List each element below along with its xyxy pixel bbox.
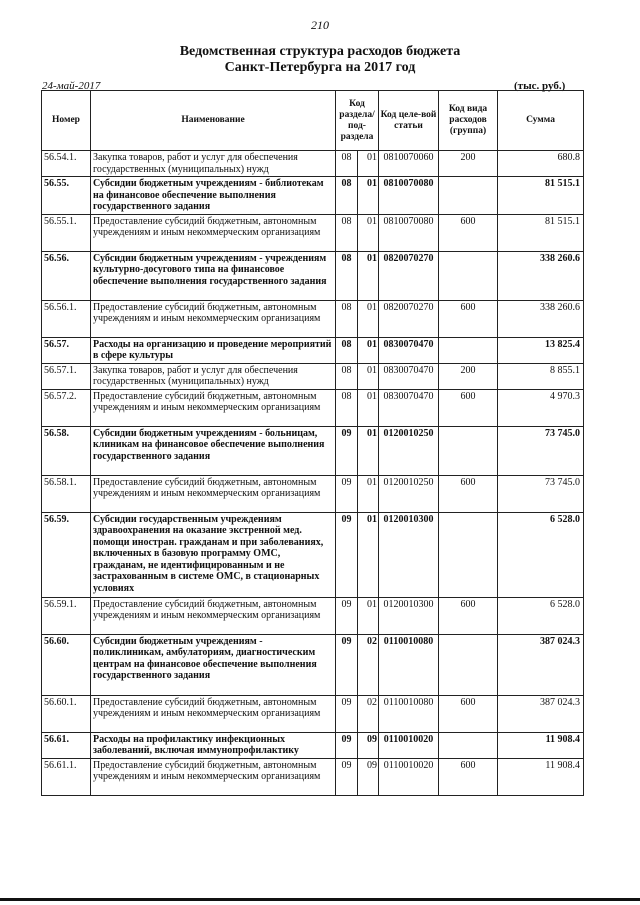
row-name: Предоставление субсидий бюджетным, автономным учреждениям и иным некоммерческим организациям bbox=[91, 389, 336, 426]
row-name: Субсидии бюджетным учреждениям - учреждениям культурно-досугового типа на финансовое обеспечение выполнения государственного задания bbox=[91, 251, 336, 300]
row-section: 09 bbox=[336, 512, 358, 597]
title-line-2: Санкт-Петербурга на 2017 год bbox=[224, 60, 416, 75]
table-row bbox=[42, 300, 584, 337]
row-subsection: 02 bbox=[358, 695, 379, 732]
row-expense-type bbox=[439, 251, 498, 300]
row-name: Закупка товаров, работ и услуг для обеспечения государственных (муниципальных) нужд bbox=[91, 151, 336, 177]
row-number: 56.59. bbox=[42, 512, 91, 597]
row-subsection: 01 bbox=[358, 251, 379, 300]
row-section: 08 bbox=[336, 251, 358, 300]
row-expense-type: 600 bbox=[439, 475, 498, 512]
row-section: 09 bbox=[336, 634, 358, 695]
row-expense-type: 600 bbox=[439, 695, 498, 732]
row-section: 09 bbox=[336, 732, 358, 758]
row-target-code: 0830070470 bbox=[379, 389, 439, 426]
row-subsection: 01 bbox=[358, 300, 379, 337]
row-number: 56.61.1. bbox=[42, 758, 91, 795]
row-expense-type: 200 bbox=[439, 151, 498, 177]
row-sum: 73 745.0 bbox=[498, 475, 584, 512]
budget-table bbox=[41, 90, 584, 796]
row-name: Субсидии бюджетным учреждениям - больницам, клиникам на финансовое обеспечение выполнения государственного задания bbox=[91, 426, 336, 475]
row-number: 56.60.1. bbox=[42, 695, 91, 732]
row-number: 56.57.1. bbox=[42, 363, 91, 389]
row-expense-type bbox=[439, 512, 498, 597]
row-target-code: 0810070080 bbox=[379, 214, 439, 251]
row-expense-type bbox=[439, 426, 498, 475]
row-number: 56.61. bbox=[42, 732, 91, 758]
row-number: 56.58. bbox=[42, 426, 91, 475]
row-expense-type: 200 bbox=[439, 363, 498, 389]
table-row bbox=[42, 389, 584, 426]
row-sum: 11 908.4 bbox=[498, 732, 584, 758]
table-row bbox=[42, 363, 584, 389]
table-row bbox=[42, 634, 584, 695]
row-number: 56.55.1. bbox=[42, 214, 91, 251]
row-section: 09 bbox=[336, 597, 358, 634]
table-row bbox=[42, 732, 584, 758]
row-expense-type bbox=[439, 634, 498, 695]
row-target-code: 0810070060 bbox=[379, 151, 439, 177]
header-expense-type: Код вида расходов (группа) bbox=[439, 91, 498, 151]
row-subsection: 01 bbox=[358, 214, 379, 251]
row-number: 56.57.2. bbox=[42, 389, 91, 426]
row-section: 08 bbox=[336, 300, 358, 337]
row-section: 08 bbox=[336, 389, 358, 426]
row-number: 56.54.1. bbox=[42, 151, 91, 177]
row-target-code: 0110010080 bbox=[379, 695, 439, 732]
page-number: 210 bbox=[311, 18, 329, 32]
row-target-code: 0830070470 bbox=[379, 337, 439, 363]
table-row bbox=[42, 597, 584, 634]
row-target-code: 0820070270 bbox=[379, 251, 439, 300]
row-number: 56.60. bbox=[42, 634, 91, 695]
row-name: Субсидии бюджетным учреждениям - библиотекам на финансовое обеспечение выполнения государственного задания bbox=[91, 177, 336, 215]
row-name: Предоставление субсидий бюджетным, автономным учреждениям и иным некоммерческим организациям bbox=[91, 758, 336, 795]
table-row bbox=[42, 151, 584, 177]
row-target-code: 0110010080 bbox=[379, 634, 439, 695]
row-subsection: 01 bbox=[358, 426, 379, 475]
header-name: Наименование bbox=[91, 91, 336, 151]
row-subsection: 01 bbox=[358, 151, 379, 177]
row-section: 09 bbox=[336, 758, 358, 795]
row-number: 56.56.1. bbox=[42, 300, 91, 337]
row-sum: 338 260.6 bbox=[498, 300, 584, 337]
row-name: Расходы на организацию и проведение мероприятий в сфере культуры bbox=[91, 337, 336, 363]
row-section: 09 bbox=[336, 475, 358, 512]
row-expense-type: 600 bbox=[439, 300, 498, 337]
row-sum: 387 024.3 bbox=[498, 634, 584, 695]
table-row bbox=[42, 512, 584, 597]
row-subsection: 01 bbox=[358, 512, 379, 597]
header-target: Код целе-вой статьи bbox=[379, 91, 439, 151]
row-name: Предоставление субсидий бюджетным, автономным учреждениям и иным некоммерческим организациям bbox=[91, 475, 336, 512]
row-sum: 338 260.6 bbox=[498, 251, 584, 300]
units-label: (тыс. руб.) bbox=[514, 80, 566, 92]
row-sum: 4 970.3 bbox=[498, 389, 584, 426]
row-name: Субсидии бюджетным учреждениям - поликлиникам, амбулаториям, диагностическим центрам на финансовое обеспечение выполнения государственного задания bbox=[91, 634, 336, 695]
row-target-code: 0120010250 bbox=[379, 475, 439, 512]
row-sum: 81 515.1 bbox=[498, 214, 584, 251]
row-section: 08 bbox=[336, 363, 358, 389]
row-subsection: 01 bbox=[358, 337, 379, 363]
row-subsection: 01 bbox=[358, 597, 379, 634]
row-expense-type: 600 bbox=[439, 758, 498, 795]
row-target-code: 0110010020 bbox=[379, 758, 439, 795]
row-sum: 11 908.4 bbox=[498, 758, 584, 795]
row-name: Предоставление субсидий бюджетным, автономным учреждениям и иным некоммерческим организациям bbox=[91, 214, 336, 251]
row-expense-type: 600 bbox=[439, 389, 498, 426]
row-target-code: 0120010300 bbox=[379, 512, 439, 597]
row-sum: 6 528.0 bbox=[498, 512, 584, 597]
row-target-code: 0110010020 bbox=[379, 732, 439, 758]
row-expense-type: 600 bbox=[439, 214, 498, 251]
table-row bbox=[42, 758, 584, 795]
header-number: Номер bbox=[42, 91, 91, 151]
header-section: Код раздела/ под-раздела bbox=[336, 91, 379, 151]
row-sum: 680.8 bbox=[498, 151, 584, 177]
table-row bbox=[42, 251, 584, 300]
table-row bbox=[42, 475, 584, 512]
row-expense-type: 600 bbox=[439, 597, 498, 634]
row-sum: 13 825.4 bbox=[498, 337, 584, 363]
row-sum: 73 745.0 bbox=[498, 426, 584, 475]
row-number: 56.55. bbox=[42, 177, 91, 215]
header-sum: Сумма bbox=[498, 91, 584, 151]
row-subsection: 02 bbox=[358, 634, 379, 695]
row-name: Предоставление субсидий бюджетным, автономным учреждениям и иным некоммерческим организациям bbox=[91, 695, 336, 732]
table-body bbox=[42, 151, 584, 796]
row-number: 56.59.1. bbox=[42, 597, 91, 634]
row-section: 08 bbox=[336, 214, 358, 251]
row-subsection: 01 bbox=[358, 177, 379, 215]
row-name: Расходы на профилактику инфекционных заболеваний, включая иммунопрофилактику bbox=[91, 732, 336, 758]
row-target-code: 0830070470 bbox=[379, 363, 439, 389]
row-name: Предоставление субсидий бюджетным, автономным учреждениям и иным некоммерческим организациям bbox=[91, 597, 336, 634]
row-number: 56.56. bbox=[42, 251, 91, 300]
row-sum: 81 515.1 bbox=[498, 177, 584, 215]
row-section: 09 bbox=[336, 695, 358, 732]
row-subsection: 09 bbox=[358, 732, 379, 758]
document-title bbox=[0, 44, 640, 76]
row-expense-type bbox=[439, 732, 498, 758]
row-expense-type bbox=[439, 177, 498, 215]
row-name: Закупка товаров, работ и услуг для обеспечения государственных (муниципальных) нужд bbox=[91, 363, 336, 389]
bottom-rule bbox=[0, 898, 640, 901]
row-sum: 6 528.0 bbox=[498, 597, 584, 634]
row-target-code: 0120010300 bbox=[379, 597, 439, 634]
table-row bbox=[42, 337, 584, 363]
table-row bbox=[42, 214, 584, 251]
table-row bbox=[42, 177, 584, 215]
row-section: 09 bbox=[336, 426, 358, 475]
row-subsection: 01 bbox=[358, 475, 379, 512]
row-expense-type bbox=[439, 337, 498, 363]
row-number: 56.58.1. bbox=[42, 475, 91, 512]
document-date: 24-май-2017 bbox=[42, 80, 101, 92]
row-number: 56.57. bbox=[42, 337, 91, 363]
row-target-code: 0810070080 bbox=[379, 177, 439, 215]
row-sum: 387 024.3 bbox=[498, 695, 584, 732]
row-subsection: 01 bbox=[358, 363, 379, 389]
row-target-code: 0120010250 bbox=[379, 426, 439, 475]
row-section: 08 bbox=[336, 337, 358, 363]
row-name: Предоставление субсидий бюджетным, автономным учреждениям и иным некоммерческим организациям bbox=[91, 300, 336, 337]
title-line-1: Ведомственная структура расходов бюджета bbox=[179, 44, 461, 59]
row-target-code: 0820070270 bbox=[379, 300, 439, 337]
table-row bbox=[42, 426, 584, 475]
row-section: 08 bbox=[336, 177, 358, 215]
table-row bbox=[42, 695, 584, 732]
row-subsection: 01 bbox=[358, 389, 379, 426]
row-sum: 8 855.1 bbox=[498, 363, 584, 389]
table-header-row bbox=[42, 91, 584, 151]
row-subsection: 09 bbox=[358, 758, 379, 795]
row-section: 08 bbox=[336, 151, 358, 177]
row-name: Субсидии государственным учреждениям здравоохранения на оказание экстренной мед. помощи иностран. гражданам и при заболеваниях, включенных в базовую программу ОМС, гражданам, не идентифицированным и не застрахованным в системе ОМС, в стационарных условиях bbox=[91, 512, 336, 597]
